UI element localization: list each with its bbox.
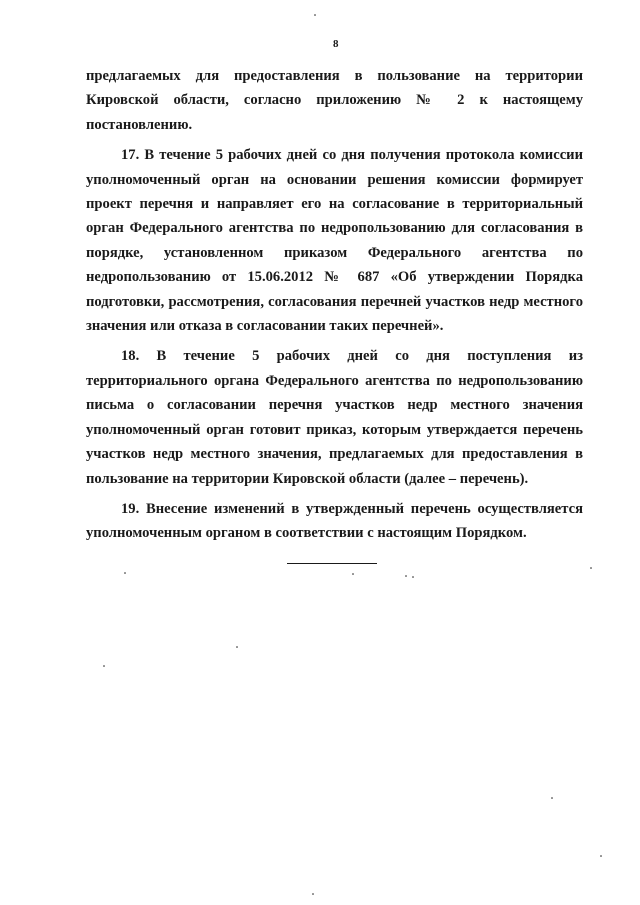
paragraph-item-17: 17. В течение 5 рабочих дней со дня получения протокола комиссии уполномоченный орган на основании решения комиссии формирует проект перечня и направляет его на согласование в территориальный орган Федерального агентства по недропользованию для согласования в порядке, установленном приказом Федерального агентства по недропользованию от 15.06.2012 № 687 «Об утверждении Порядка подготовки, рассмотрения, согласования перечней участков недр местного значения или отказа в согласовании таких перечней». [86, 147, 583, 335]
page-number: 8 [333, 38, 339, 50]
scan-speck [405, 575, 407, 577]
paragraph-continuation: предлагаемых для предоставления в пользование на территории Кировской области, согласно приложению № 2 к настоящему постановлению. [86, 68, 583, 133]
document-body [86, 64, 583, 552]
scan-speck [352, 573, 354, 575]
scan-speck [600, 855, 602, 857]
scan-speck [412, 576, 414, 578]
scan-speck [312, 893, 314, 895]
scan-speck [103, 665, 105, 667]
end-of-document-rule [287, 563, 377, 564]
paragraph-item-19: 19. Внесение изменений в утвержденный перечень осуществляется уполномоченным органом в соответствии с настоящим Порядком. [86, 500, 583, 542]
scan-speck [124, 572, 126, 574]
paragraph-item-18: 18. В течение 5 рабочих дней со дня поступления из территориального органа Федерального агентства по недропользованию письма о согласовании перечня участков недр местного значения уполномоченный орган готовит приказ, которым утверждается перечень участков недр местного значения, предлагаемых для предоставления в пользование на территории Кировской области (далее – перечень). [86, 348, 583, 487]
scan-speck [590, 567, 592, 569]
scan-speck [551, 797, 553, 799]
scan-speck [236, 646, 238, 648]
scan-speck [314, 14, 316, 16]
